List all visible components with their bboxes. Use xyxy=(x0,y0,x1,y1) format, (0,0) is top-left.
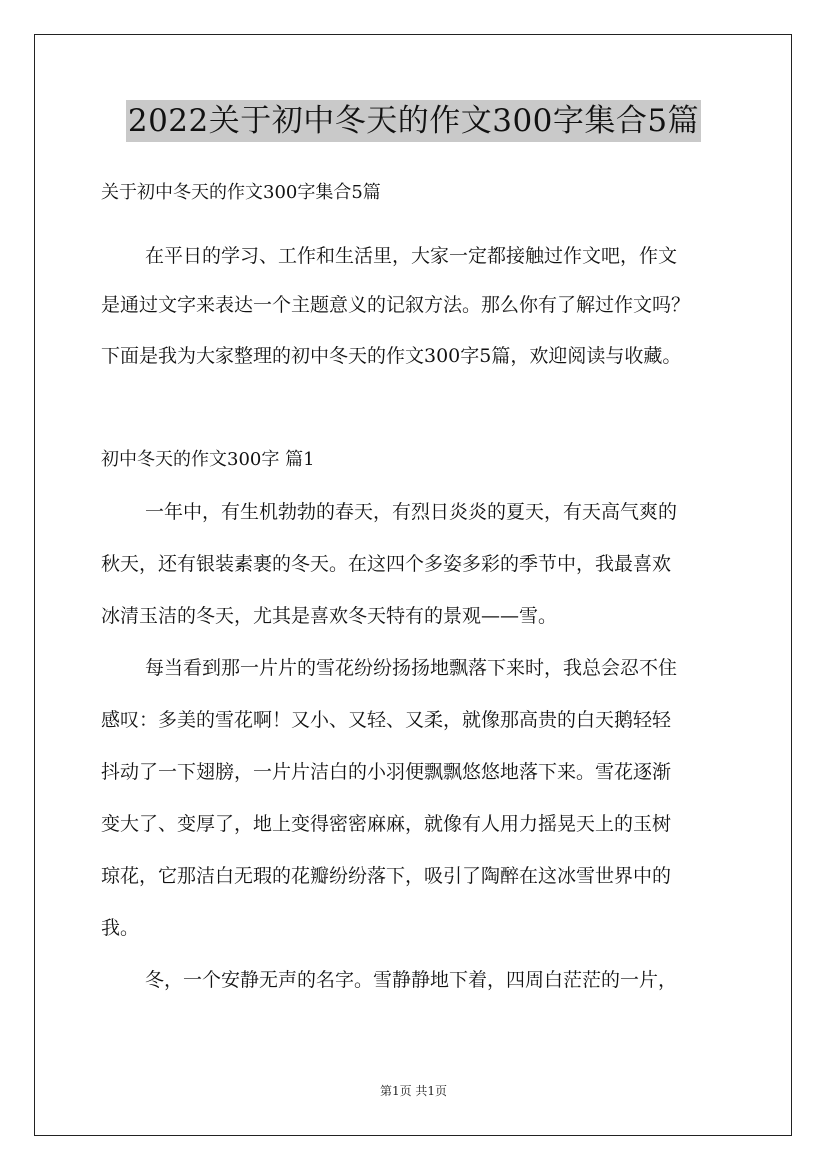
para2-line-6: 我。 xyxy=(101,917,140,939)
para2-line-3: 抖动了一下翅膀，一片片洁白的小羽便飘飘悠悠地落下来。雪花逐渐 xyxy=(101,761,672,783)
para3-line-1: 冬，一个安静无声的名字。雪静静地下着，四周白茫茫的一片， xyxy=(145,969,678,991)
para2-line-4: 变大了、变厚了，地上变得密密麻麻，就像有人用力摇晃天上的玉树 xyxy=(101,813,672,835)
para2-line-1: 每当看到那一片片的雪花纷纷扬扬地飘落下来时，我总会忍不住 xyxy=(145,657,678,679)
intro-line-2: 是通过文字来表达一个主题意义的记叙方法。那么你有了解过作文吗？ xyxy=(101,294,691,316)
document-title: 2022关于初中冬天的作文300字集合5篇 xyxy=(126,100,701,142)
page-footer: 第1页 共1页 xyxy=(379,1084,448,1098)
document-body xyxy=(101,176,729,997)
para1-line-1: 一年中，有生机勃勃的春天，有烈日炎炎的夏天，有天高气爽的 xyxy=(145,501,678,523)
para2-line-5: 琼花，它那洁白无瑕的花瓣纷纷落下，吸引了陶醉在这冰雪世界中的 xyxy=(101,865,672,887)
intro-line-3: 下面是我为大家整理的初中冬天的作文300字5篇，欢迎阅读与收藏。 xyxy=(101,345,682,367)
para2-line-2: 感叹：多美的雪花啊！又小、又轻、又柔，就像那高贵的白天鹅轻轻 xyxy=(101,709,672,731)
section-heading: 初中冬天的作文300字 篇1 xyxy=(101,449,315,470)
intro-line-1: 在平日的学习、工作和生活里，大家一定都接触过作文吧，作文 xyxy=(145,245,678,267)
document-subtitle: 关于初中冬天的作文300字集合5篇 xyxy=(101,182,381,203)
title-container xyxy=(0,100,827,142)
para1-line-2: 秋天，还有银装素裹的冬天。在这四个多姿多彩的季节中，我最喜欢 xyxy=(101,553,672,575)
para1-line-3: 冰清玉洁的冬天，尤其是喜欢冬天特有的景观——雪。 xyxy=(101,605,558,627)
